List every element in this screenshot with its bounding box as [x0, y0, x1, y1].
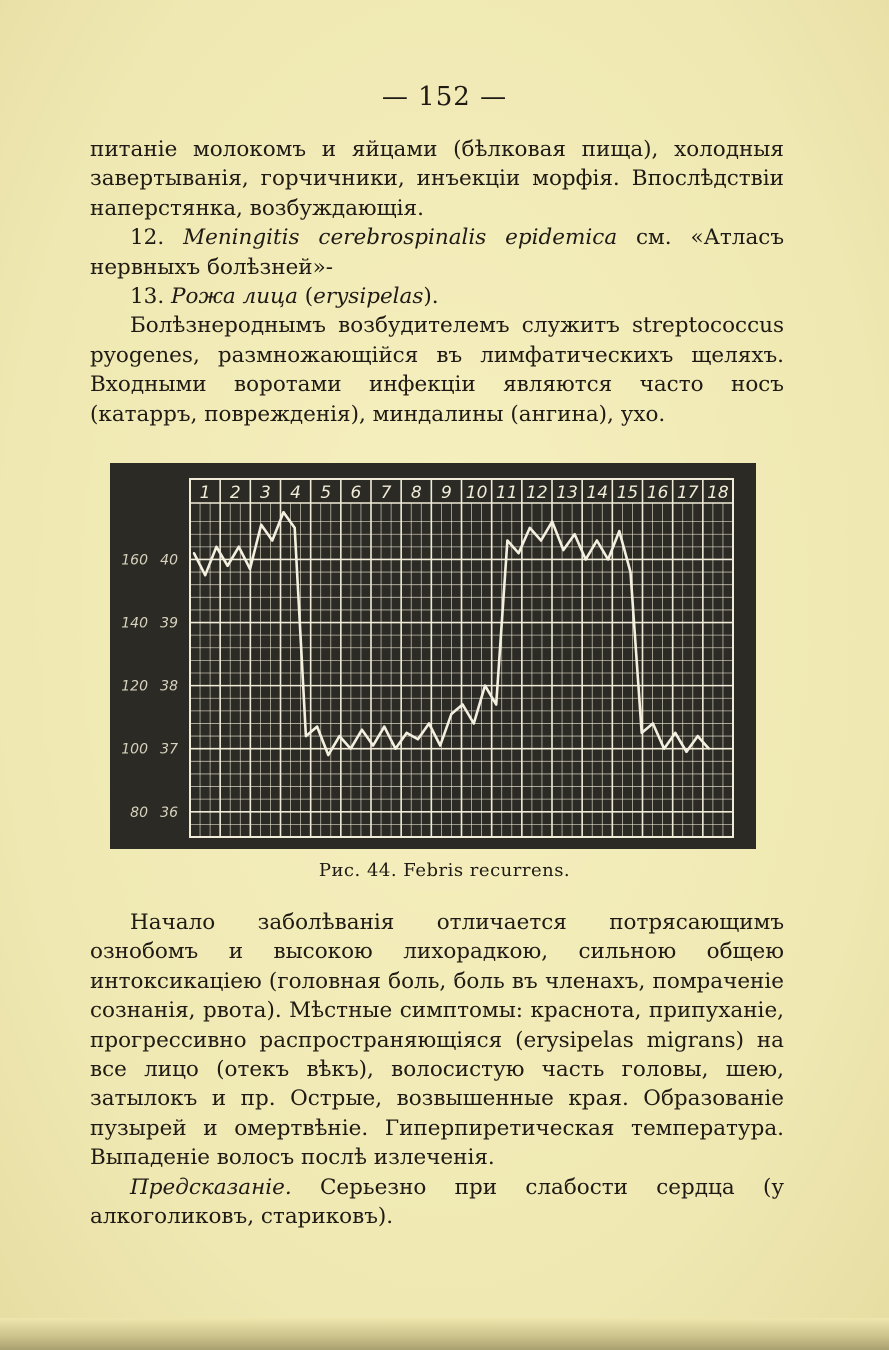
temperature-point [450, 713, 452, 715]
temperature-tick-label: 38 [160, 678, 178, 695]
temperature-tick-label: 36 [160, 804, 178, 821]
pulse-tick-label: 80 [130, 804, 148, 821]
item-13-latin: erysipelas [313, 284, 424, 310]
temperature-point [238, 546, 240, 548]
paragraph-symptoms: Начало заболѣванія отличается потрясающимъ ознобомъ и высокою лихорадкою, сильною общею интоксикаціею (головная боль, боль въ членахъ, помраченіе сознанія, рвота). Мѣстные симптомы: краснота, припуханіе, прогрессивно распространяющіяся (erysipelas migrans) на все лицо (отекъ вѣкъ), волосистую часть головы, шею, затылокъ и пр. Острые, возвышенные края. Образованіе пузырей и омертвѣніе. Гиперпиретическая температура. Выпаденіе волосъ послѣ излеченія. [90, 910, 784, 1171]
pulse-tick-label: 100 [121, 741, 148, 758]
temperature-tick-label: 40 [160, 552, 178, 569]
day-label: 18 [707, 483, 729, 503]
day-label: 10 [465, 483, 488, 503]
day-label: 1 [199, 483, 211, 503]
temperature-tick-label: 39 [160, 615, 178, 632]
temperature-point [585, 558, 587, 560]
temperature-point [372, 744, 374, 746]
temperature-point [495, 703, 497, 705]
temperature-point [349, 747, 351, 749]
paragraph-item-12 [90, 223, 784, 282]
day-label: 3 [260, 483, 271, 503]
page-number: — 152 — [381, 82, 508, 112]
figure-caption: Рис. 44. Febris recurrens. [318, 860, 571, 881]
day-label: 6 [350, 483, 362, 503]
bottom-text [90, 908, 784, 1231]
day-label: 14 [586, 483, 609, 503]
item-12-rest: см. «Атласъ нервныхъ болѣзней»- [90, 225, 785, 280]
paragraph-cause: Болѣзнероднымъ возбудителемъ служитъ streptococcus pyogenes, размножающійся въ лимфатическихъ щеляхъ. Входными воротами инфекціи являются часто носъ (катарръ, поврежденія), миндалины (ангина), ухо. [90, 313, 784, 427]
temperature-point [484, 684, 486, 686]
temperature-point [417, 738, 419, 740]
temperature-point [215, 546, 217, 548]
temperature-point [282, 511, 284, 513]
page-edge-shadow [0, 1318, 889, 1350]
temperature-point [607, 558, 609, 560]
temperature-point [708, 747, 710, 749]
day-label: 15 [616, 483, 639, 503]
top-text [90, 135, 784, 429]
temperature-point [562, 549, 564, 551]
temperature-point [674, 732, 676, 734]
temperature-point [641, 732, 643, 734]
temperature-point [383, 725, 385, 727]
temperature-point [361, 729, 363, 731]
temperature-point [506, 539, 508, 541]
temperature-point [226, 565, 228, 567]
day-label: 17 [676, 483, 699, 503]
paragraph-prognosis [90, 1173, 784, 1232]
day-label: 8 [410, 483, 422, 503]
temperature-point [338, 735, 340, 737]
temperature-point [696, 735, 698, 737]
paragraph-item-13: 13. Рожа лица (erysipelas). [130, 284, 439, 310]
day-label: 11 [495, 483, 518, 503]
temperature-point [204, 574, 206, 576]
temperature-point [551, 520, 553, 522]
temperature-point [271, 539, 273, 541]
day-label: 16 [646, 483, 669, 503]
temperature-point [405, 732, 407, 734]
fever-chart-figure [110, 463, 756, 849]
temperature-point [428, 722, 430, 724]
temperature-point [260, 524, 262, 526]
paragraph-treatment: питаніе молокомъ и яйцами (бѣлковая пища), холодныя завертыванія, горчичники, инъекціи морфія. Впослѣдствіи наперстянка, возбуждающія. [90, 137, 784, 221]
temperature-point [394, 747, 396, 749]
temperature-point [473, 722, 475, 724]
temperature-point [327, 754, 329, 756]
fever-chart [110, 463, 756, 849]
temperature-point [249, 568, 251, 570]
temperature-point [193, 552, 195, 554]
day-label: 4 [290, 483, 301, 503]
item-13-title: Рожа лица [171, 284, 298, 310]
chart-background [110, 463, 756, 849]
day-label: 2 [229, 483, 241, 503]
temperature-point [618, 530, 620, 532]
temperature-point [529, 527, 531, 529]
temperature-point [663, 747, 665, 749]
temperature-point [305, 735, 307, 737]
temperature-point [596, 539, 598, 541]
temperature-point [439, 744, 441, 746]
pulse-tick-label: 140 [121, 615, 148, 632]
prognosis-title: Предсказаніе. [130, 1174, 292, 1200]
day-label: 12 [526, 483, 548, 503]
temperature-point [540, 539, 542, 541]
item-12-latin: Meningitis cerebrospinalis epidemica [183, 225, 618, 251]
temperature-point [316, 725, 318, 727]
pulse-tick-label: 120 [121, 678, 148, 695]
temperature-point [685, 751, 687, 753]
day-label: 7 [380, 483, 392, 503]
temperature-point [573, 533, 575, 535]
temperature-point [294, 527, 296, 529]
temperature-point [461, 703, 463, 705]
pulse-tick-label: 160 [121, 552, 148, 569]
prognosis-text: Серьезно при слабости сердца (у алкоголиковъ, стариковъ). [90, 1174, 784, 1230]
temperature-point [517, 552, 519, 554]
item-12-number: 12. [130, 225, 165, 251]
temperature-point [652, 722, 654, 724]
temperature-tick-label: 37 [160, 741, 178, 758]
day-label: 5 [320, 483, 332, 503]
day-label: 13 [556, 483, 578, 503]
day-label: 9 [441, 483, 452, 503]
temperature-point [629, 571, 631, 573]
item-13-number: 13. [130, 284, 165, 310]
